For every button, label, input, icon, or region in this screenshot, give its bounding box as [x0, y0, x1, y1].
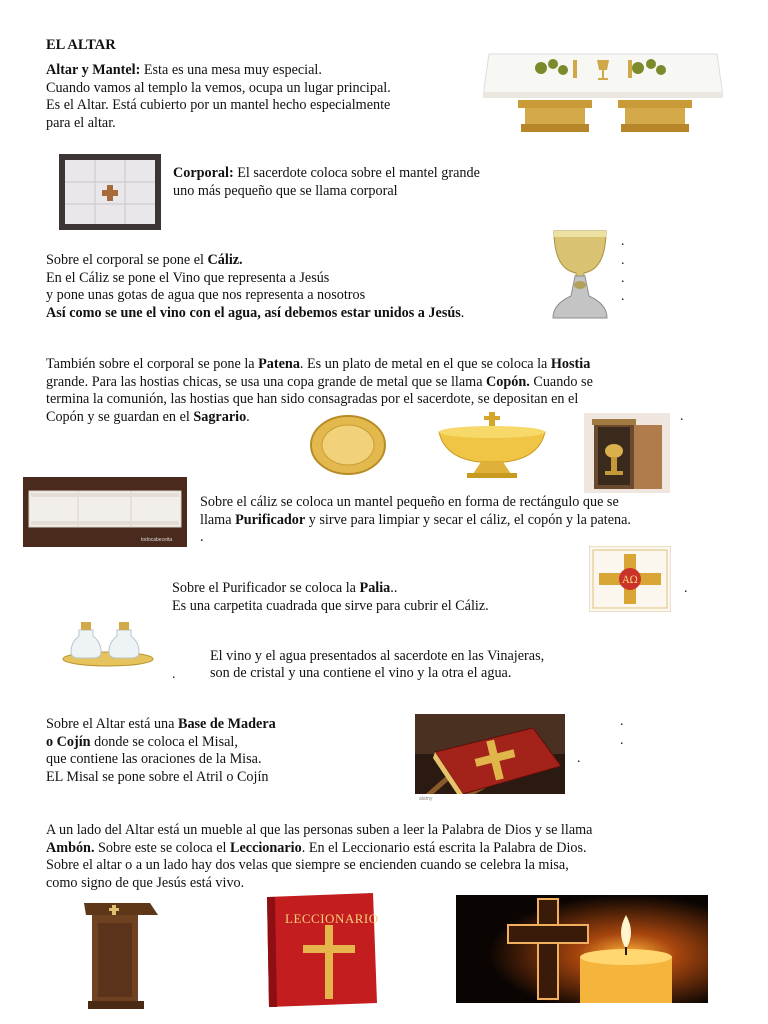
corporal-image — [59, 154, 161, 230]
caliz-line-4: Así como se une el vino con el agua, así debemos estar unidos a Jesús — [46, 304, 461, 321]
page-title: EL ALTAR — [46, 37, 116, 53]
patena-image — [309, 414, 387, 476]
vinajeras-line-2: son de cristal y una contiene el vino y la otra el agua. — [210, 665, 512, 681]
hostia-term: Hostia — [550, 356, 591, 372]
altar-term: Altar y Mantel: — [46, 62, 141, 78]
altar-image — [483, 50, 723, 132]
stray-dot: . — [680, 409, 684, 424]
altar-line-2: Cuando vamos al templo la vemos, ocupa un lugar principal. — [46, 79, 391, 96]
ambon-line-2: Sobre este se coloca el — [94, 839, 231, 856]
patena-term: Patena — [258, 356, 300, 372]
ambon-term: Ambón. — [46, 839, 95, 856]
ambon-image — [70, 895, 160, 1015]
patena-line-4-end: . — [246, 408, 250, 425]
stray-dot: . — [621, 289, 625, 304]
caliz-line-1: Sobre el corporal se pone el — [46, 252, 208, 268]
purificador-line-1: Sobre el cáliz se coloca un mantel pequeño en forma de rectángulo que se — [200, 494, 619, 510]
patena-line-2: grande. Para las hostias chicas, se usa una copa grande de metal que se llama — [46, 373, 487, 390]
purificador-line-2: llama — [200, 511, 236, 528]
patena-line-1: También sobre el corporal se pone la — [46, 356, 259, 372]
misal-paragraph — [46, 716, 276, 786]
purificador-term: Purificador — [235, 511, 306, 528]
copon-image — [437, 410, 547, 480]
ambon-line-3: Sobre el altar o a un lado hay dos velas que siempre se encienden cuando se celebra la misa, — [46, 857, 569, 874]
palia-line-1: Sobre el Purificador se coloca la — [172, 580, 360, 596]
palia-image — [589, 546, 671, 612]
candle-cross-image — [456, 895, 708, 1003]
caliz-line-4-end: . — [460, 304, 465, 321]
patena-line-2-end: Cuando se — [529, 373, 593, 390]
stray-dot: . — [684, 581, 688, 596]
svg-text:AΩ: AΩ — [622, 575, 638, 586]
misal-line-2: donde se coloca el Misal, — [90, 733, 238, 750]
purificador-line-2-end: y sirve para limpiar y secar el cáliz, el copón y la patena. — [305, 511, 631, 528]
stray-dot: . — [620, 714, 624, 729]
misal-line-1: Sobre el Altar está una — [46, 716, 178, 732]
stray-dot: . — [621, 234, 625, 249]
patena-line-4: Copón y se guardan en el — [46, 408, 194, 425]
corporal-paragraph — [173, 165, 480, 200]
misal-line-3: que contiene las oraciones de la Misa. — [46, 751, 262, 768]
misal-image — [415, 714, 565, 804]
leccionario-cover-title: LECCIONARIO — [285, 911, 379, 926]
sagrario-image — [584, 413, 670, 493]
caliz-line-3: y pone unas gotas de agua que nos representa a nosotros — [46, 287, 366, 304]
stray-dot: . — [620, 733, 624, 748]
ambon-line-4: como signo de que Jesús está vivo. — [46, 874, 245, 891]
ambon-line-2-end: . En el Leccionario está escrita la Palabra de Dios. — [301, 839, 587, 856]
cojin-term: o Cojín — [46, 733, 91, 750]
caliz-image — [549, 228, 611, 323]
altar-paragraph — [46, 62, 391, 132]
altar-line-1: Esta es una mesa muy especial. — [140, 62, 322, 78]
caliz-term: Cáliz. — [207, 252, 243, 268]
patena-line-1-mid: . Es un plato de metal en el que se coloca la — [299, 356, 551, 372]
misal-line-4: EL Misal se pone sobre el Atril o Cojín — [46, 768, 269, 785]
image-caption: alamy — [419, 796, 433, 802]
patena-line-3: termina la comunión, las hostias que han sido consagradas por el sacerdote, se depositan en el — [46, 391, 579, 408]
base-madera-term: Base de Madera — [177, 716, 276, 732]
altar-line-3: Es el Altar. Está cubierto por un mantel hecho especialmente — [46, 97, 391, 114]
stray-dot: . — [621, 253, 625, 268]
ambon-paragraph — [46, 822, 592, 892]
vinajeras-image — [61, 616, 155, 668]
palia-line-1-end: .. — [390, 580, 398, 596]
corporal-line-1: El sacerdote coloca sobre el mantel grande — [233, 165, 480, 181]
purificador-line-3: . — [200, 529, 204, 546]
copon-term: Copón. — [486, 373, 530, 390]
stray-dot: . — [577, 751, 581, 766]
image-caption: todocabeceita — [141, 537, 173, 543]
leccionario-term: Leccionario — [230, 839, 302, 856]
palia-line-2: Es una carpetita cuadrada que sirve para cubrir el Cáliz. — [172, 597, 489, 614]
altar-line-4: para el altar. — [46, 114, 116, 131]
stray-dot: . — [621, 271, 625, 286]
ambon-line-1: A un lado del Altar está un mueble al que las personas suben a leer la Palabra de Dios y se llama — [46, 822, 593, 838]
purificador-image — [23, 477, 187, 547]
purificador-paragraph — [200, 494, 631, 547]
corporal-line-2: uno más pequeño que se llama corporal — [173, 182, 398, 199]
sagrario-term: Sagrario — [193, 408, 247, 425]
palia-paragraph — [172, 580, 489, 615]
leccionario-image — [261, 893, 381, 1008]
palia-term: Palia — [359, 580, 391, 596]
caliz-line-2: En el Cáliz se pone el Vino que representa a Jesús — [46, 269, 330, 286]
stray-dot: . — [172, 667, 176, 682]
vinajeras-line-1: El vino y el agua presentados al sacerdote en las Vinajeras, — [210, 648, 545, 664]
corporal-term: Corporal: — [173, 165, 234, 181]
caliz-paragraph — [46, 252, 464, 322]
